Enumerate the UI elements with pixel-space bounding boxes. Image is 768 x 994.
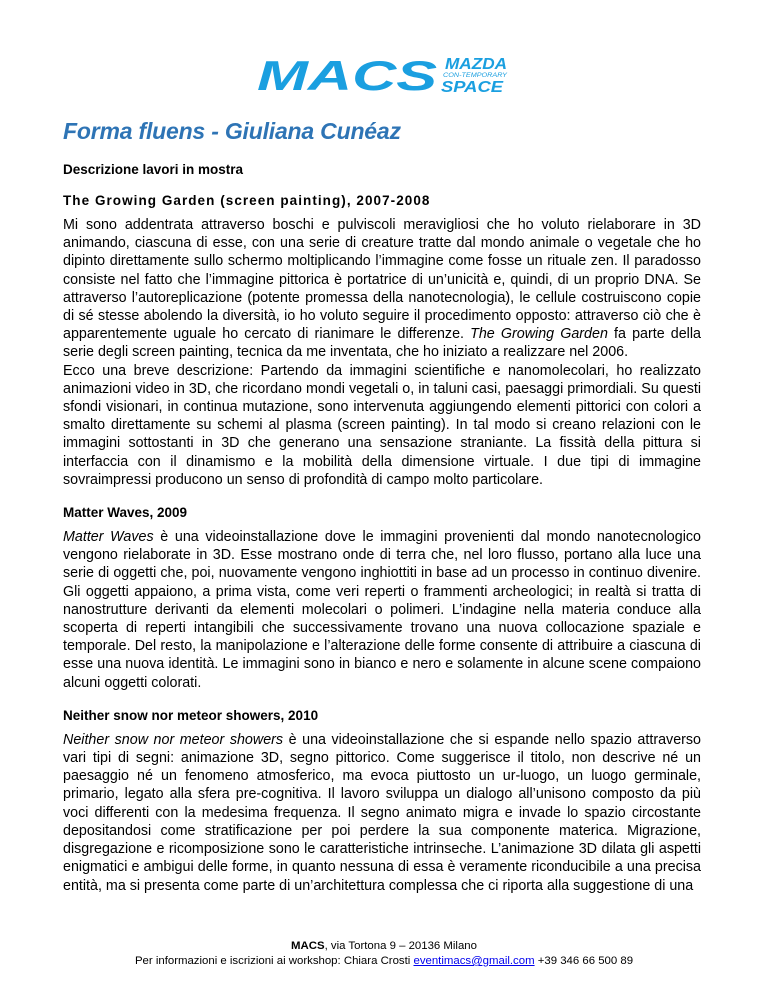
logo-mazda-text: MAZDA — [445, 56, 507, 73]
italic-work-title: Matter Waves — [63, 529, 154, 546]
footer-info-label: Per informazioni e iscrizioni ai workshop: Chiara Crosti — [134, 955, 414, 967]
section-paragraph — [63, 216, 701, 362]
footer-address: , via Tortona 9 – 20136 Milano — [324, 940, 477, 952]
section — [63, 707, 701, 895]
footer-contact-line — [0, 954, 768, 969]
document-title: Forma fluens - Giuliana Cunéaz — [63, 118, 401, 144]
document-body — [63, 192, 701, 910]
section-title: Matter Waves, 2009 — [63, 505, 188, 521]
section-paragraph — [63, 528, 701, 692]
footer-email-link[interactable]: eventimacs@gmail.com — [413, 955, 535, 967]
footer-address-line — [0, 939, 768, 954]
text-run: è una videoinstallazione dove le immagini provenienti dal mondo nanotecnologico vengono rielaborate in 3D. Esse mostrano onde di terra che, nel loro flusso, portano alla luce una serie di oggetti che, poi, nuovamente vengono inghiottiti in base ad un processo in continuo divenire. Gli oggetti appaiono, a prima vista, come veri reperti o frammenti archeologici; in realtà si tratta di nanostrutture derivanti da elementi molecolari o polimeri. L’indagine nella materia conduce alla scoperta di reperti intangibili che successivamente trovano una nuova collocazione spaziale e temporale. Del resto, la manipolazione e l’alterazione delle forme consente di attribuire a ciascuna di esse una nuova identità. Le immagini sono in bianco e nero e solamente in alcune scene compaiono alcuni oggetti colorati. — [63, 529, 701, 691]
text-run: Ecco una breve descrizione: Partendo da immagini scientifiche e nanomolecolari, ho realizzato animazioni video in 3D, che ricordano mondi vegetali o, in taluni casi, paesaggi primordiali. Su questi sfondi visionari, in continua mutazione, sono intervenuta aggiungendo elementi pittorici con colori a smalto direttamente su schemi al plasma (screen painting). In tal modo si creano relazioni con le immagini sottostanti in 3D che generano una sensazione straniante. La fissità della pittura si interfaccia con il dinamismo e la mobilità della dimensione virtuale. I due tipi di immagine sovraimpressi producono un senso di profondità di campo molto particolare. — [63, 362, 701, 488]
section — [63, 192, 701, 489]
document-subtitle: Descrizione lavori in mostra — [63, 162, 244, 177]
logo-contemporary-text: CON-TEMPORARY — [443, 72, 508, 79]
section-paragraph — [63, 731, 701, 895]
logo-wordmark: MACS — [257, 52, 437, 98]
footer-phone: +39 346 66 500 89 — [534, 955, 634, 967]
text-run: è una videoinstallazione che si espande nello spazio attraverso vari tipi di segni: animazione 3D, segno pittorico. Come suggerisce il titolo, non descrive né un paesaggio né un fenomeno atmosferico, ma evoca piuttosto un ur-luogo, un luogo germinale, primario, legato alla sfera pre-cognitiva. Il lavoro sviluppa un dialogo all’unisono composto da più voci differenti con la medesima frequenza. Il segno animato migra e invade lo spazio circostante depositandosi come stratificazione per poi perdere la sua componente materica. Migrazione, disgregazione e ricomposizione sono le caratteristiche intrinseche. L’animazione 3D dilata gli aspetti enigmatici e ambigui delle forme, in quanto nessuna di essa è veramente riconducibile a una precisa entità, ma si presenta come parte di un’architettura complessa che ci riporta alla suggestione di una — [63, 731, 702, 894]
macs-logo-graphic — [255, 52, 520, 98]
macs-logo — [255, 52, 520, 98]
section — [63, 504, 701, 692]
italic-work-title: Neither snow nor meteor showers — [63, 731, 284, 748]
text-run: fa parte della serie degli screen painting, tecnica da me inventata, che ho iniziato a realizzare nel 2006. — [63, 326, 701, 361]
section-title: Neither snow nor meteor showers, 2010 — [63, 707, 319, 723]
section-paragraph — [63, 362, 701, 489]
logo-space-text: SPACE — [441, 79, 505, 96]
section-title: The Growing Garden (screen painting), 2007-2008 — [63, 193, 431, 208]
italic-work-title: The Growing Garden — [470, 326, 608, 343]
footer-org: MACS — [291, 940, 325, 952]
text-run: Mi sono addentrata attraverso boschi e pulviscoli meravigliosi che ho voluto rielaborare in 3D animando, ciascuna di esse, con una serie di creature tratte dal mondo animale o vegetale che ho dipinto direttamente sullo schermo moltiplicando l’immagine come fosse un rituale zen. Il paradosso consiste nel fatto che l’immagine pittorica è portatrice di un’unicità e, quindi, di un proprio DNA. Se attraverso l’autoreplicazione (potente promessa della nanotecnologia), le cellule costruiscono copie di sé stesse abolendo la diversità, io ho voluto seguire il procedimento opposto: attraverso ciò che è apparentemente uguale ho cercato di rianimare le differenze. — [63, 217, 701, 343]
page-footer — [0, 939, 768, 969]
